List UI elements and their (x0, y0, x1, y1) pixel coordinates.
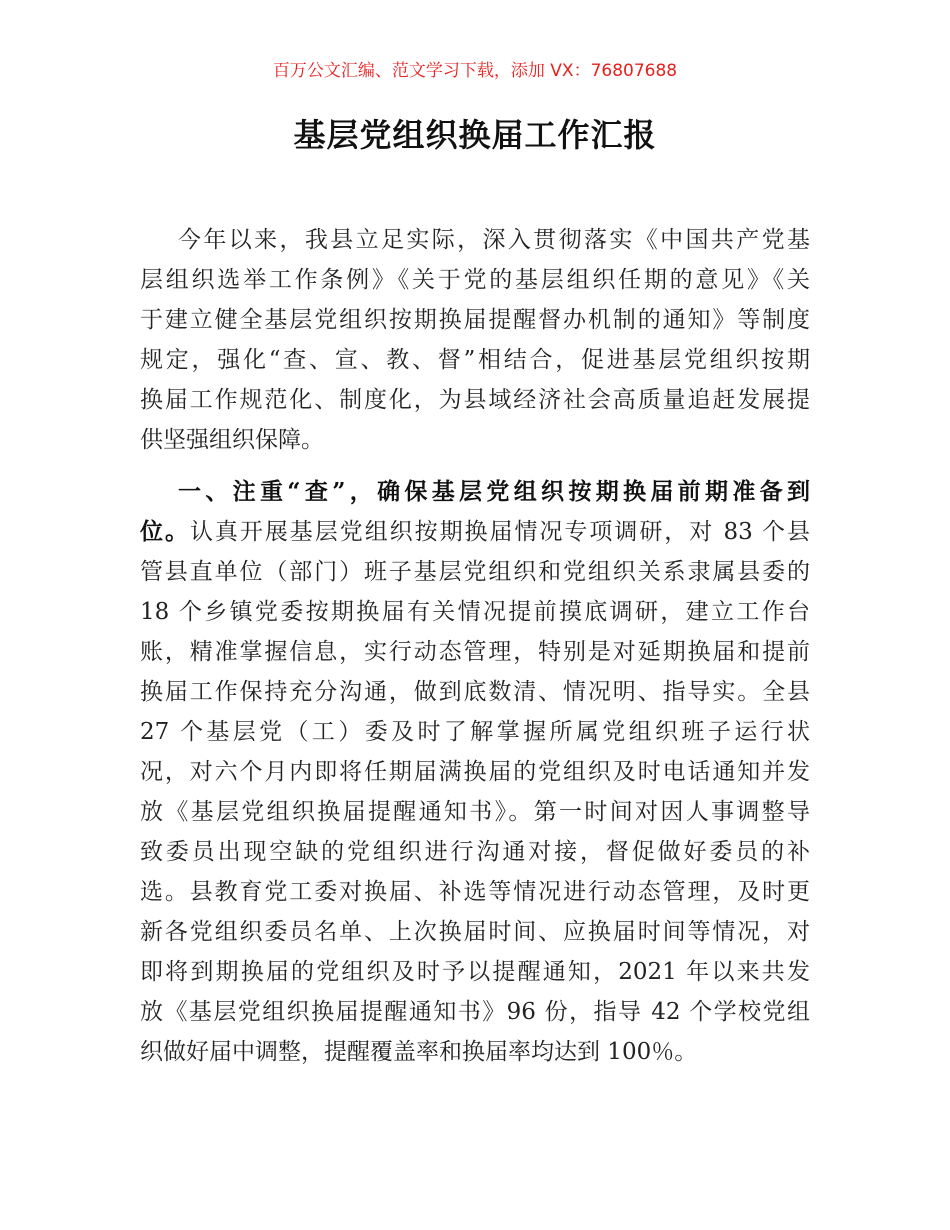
text-line: 致委员出现空缺的党组织进行沟通对接，督促做好委员的补 (140, 839, 810, 865)
text-line: 层组织选举工作条例》《关于党的基层组织任期的意见》《关 (140, 267, 810, 293)
text-span: 认真开展基层党组织按期换届情况专项调研，对 83 个县 (189, 519, 811, 545)
text-line: 即将到期换届的党组织及时予以提醒通知，2021 年以来共发 (140, 959, 810, 985)
text-line: 放《基层党组织换届提醒通知书》。第一时间对因人事调整导 (140, 799, 810, 825)
text-line: 新各党组织委员名单、上次换届时间、应换届时间等情况，对 (140, 919, 810, 945)
text-line: 管县直单位（部门）班子基层党组织和党组织关系隶属县委的 (140, 559, 810, 585)
text-line: 织做好届中调整，提醒覆盖率和换届率均达到 100％。 (140, 1039, 698, 1065)
section-heading: 一、注重“查”，确保基层党组织按期换届前期准备到 (178, 478, 810, 505)
section-one-paragraph (140, 472, 810, 1072)
text-line: 选。县教育党工委对换届、补选等情况进行动态管理，及时更 (140, 879, 810, 905)
text-line: 于建立健全基层党组织按期换届提醒督办机制的通知》等制度 (140, 307, 810, 333)
section-heading-line (140, 472, 810, 512)
text-line: 换届工作规范化、制度化，为县域经济社会高质量追赶发展提 (140, 387, 810, 413)
text-line: 换届工作保持充分沟通，做到底数清、情况明、指导实。全县 (140, 679, 810, 705)
text-line: 供坚强组织保障。 (140, 427, 324, 453)
text-line (140, 512, 810, 552)
text-line: 18 个乡镇党委按期换届有关情况提前摸底调研，建立工作台 (140, 599, 810, 625)
text-line: 今年以来，我县立足实际，深入贯彻落实《中国共产党基 (178, 227, 810, 253)
intro-paragraph (140, 220, 810, 460)
text-line: 况，对六个月内即将任期届满换届的党组织及时电话通知并发 (140, 759, 810, 785)
watermark-banner: 百万公文汇编、范文学习下载，添加 VX：76807688 (272, 61, 678, 81)
text-line: 27 个基层党（工）委及时了解掌握所属党组织班子运行状 (140, 719, 810, 745)
text-line: 账，精准掌握信息，实行动态管理，特别是对延期换届和提前 (140, 639, 810, 665)
text-line: 放《基层党组织换届提醒通知书》96 份，指导 42 个学校党组 (140, 999, 810, 1025)
text-line: 规定，强化“查、宣、教、督”相结合，促进基层党组织按期 (140, 347, 810, 373)
section-heading-end: 位。 (140, 518, 190, 545)
document-title: 基层党组织换届工作汇报 (293, 116, 657, 154)
